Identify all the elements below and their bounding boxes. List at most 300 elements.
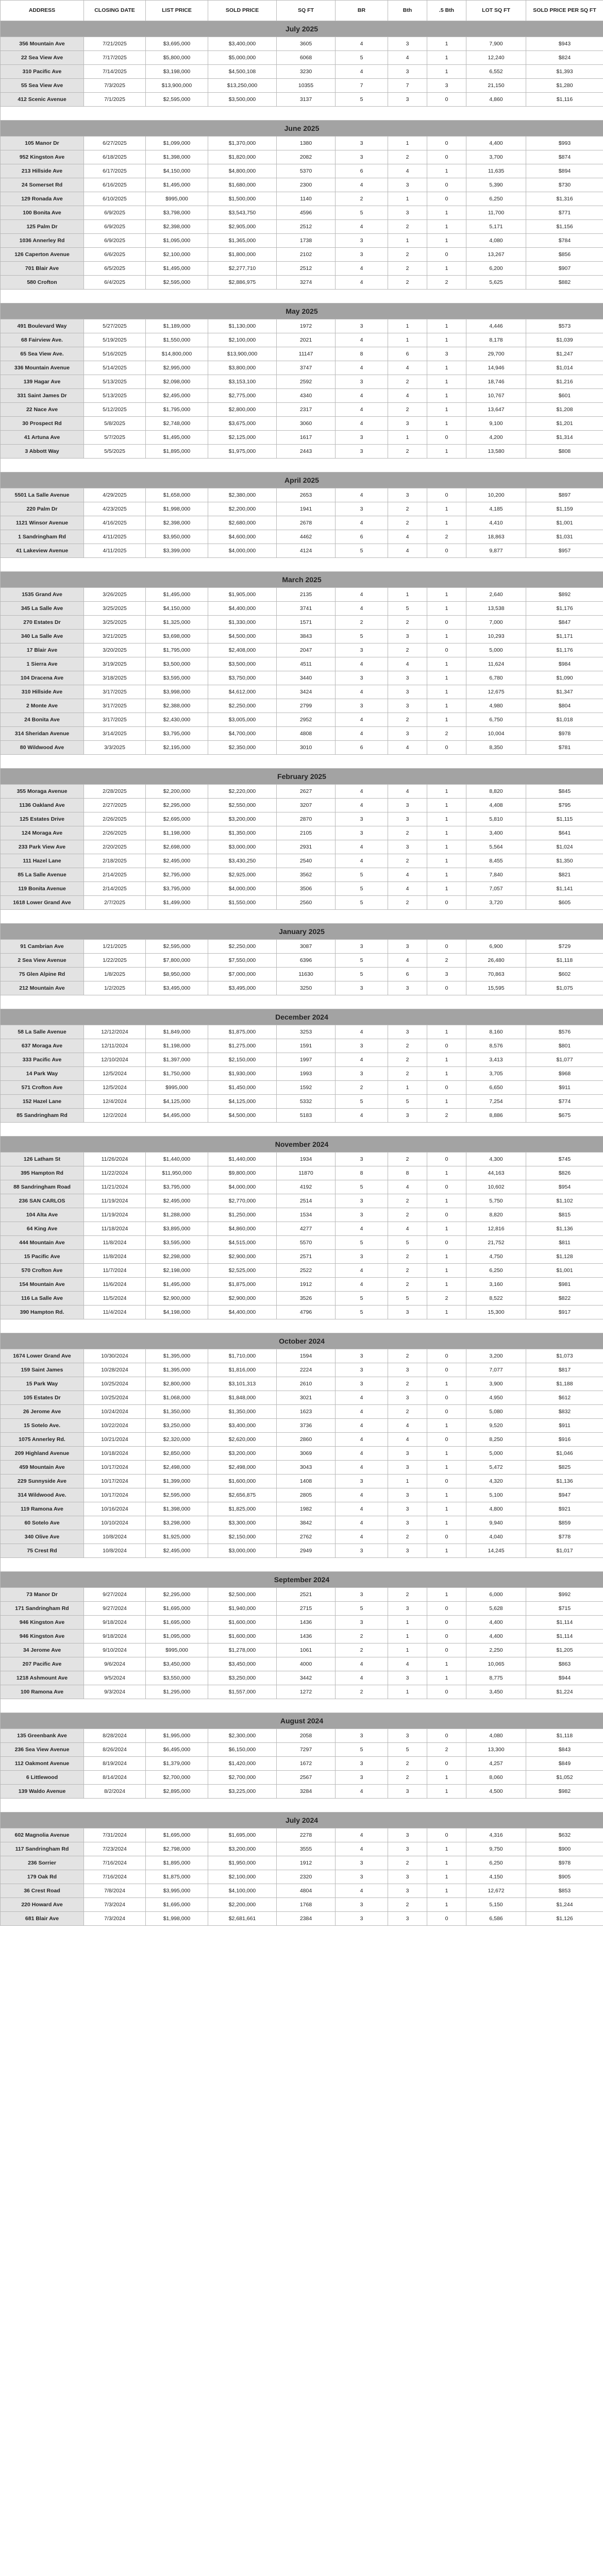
cell-br: 5 [336, 206, 388, 220]
cell-address: 15 Pacific Ave [1, 1250, 84, 1264]
cell-list-price: $2,198,000 [146, 1264, 208, 1278]
cell-price-per-sqft: $821 [526, 868, 603, 882]
cell-price-per-sqft: $1,350 [526, 854, 603, 868]
cell-bth: 3 [388, 940, 427, 954]
cell-address: 333 Pacific Ave [1, 1053, 84, 1067]
cell-list-price: $1,198,000 [146, 1039, 208, 1053]
cell-list-price: $2,100,000 [146, 248, 208, 262]
table-row [1, 137, 603, 150]
cell-br: 4 [336, 1828, 388, 1842]
cell-bth: 3 [388, 1025, 427, 1039]
cell-sq-ft: 2047 [277, 643, 336, 657]
cell-lot-sq-ft: 5,000 [466, 1447, 526, 1461]
cell-bth: 2 [388, 854, 427, 868]
month-header-row [1, 1137, 603, 1153]
table-row [1, 347, 603, 361]
cell-list-price: $2,595,000 [146, 1488, 208, 1502]
cell-price-per-sqft: $1,077 [526, 1053, 603, 1067]
cell-br: 8 [336, 347, 388, 361]
cell-half-bth: 1 [427, 785, 466, 799]
cell-sq-ft: 3440 [277, 671, 336, 685]
cell-sold-price: $4,000,000 [208, 544, 277, 558]
spacer-cell [1, 459, 603, 472]
cell-br: 4 [336, 65, 388, 79]
cell-sold-price: $3,200,000 [208, 812, 277, 826]
cell-sq-ft: 2224 [277, 1363, 336, 1377]
cell-address: 602 Magnolia Avenue [1, 1828, 84, 1842]
cell-sq-ft: 1571 [277, 616, 336, 630]
cell-sq-ft: 11147 [277, 347, 336, 361]
spacer-row [1, 1123, 603, 1137]
cell-bth: 5 [388, 1095, 427, 1109]
cell-price-per-sqft: $1,208 [526, 403, 603, 417]
cell-sq-ft: 3069 [277, 1447, 336, 1461]
cell-list-price: $2,398,000 [146, 220, 208, 234]
cell-price-per-sqft: $882 [526, 276, 603, 290]
cell-sq-ft: 3747 [277, 361, 336, 375]
cell-br: 4 [336, 1488, 388, 1502]
cell-half-bth: 1 [427, 502, 466, 516]
cell-lot-sq-ft: 26,480 [466, 954, 526, 968]
cell-br: 7 [336, 79, 388, 93]
cell-sq-ft: 1534 [277, 1208, 336, 1222]
cell-bth: 4 [388, 1180, 427, 1194]
cell-price-per-sqft: $1,224 [526, 1685, 603, 1699]
cell-list-price: $1,998,000 [146, 502, 208, 516]
cell-address: 395 Hampton Rd [1, 1166, 84, 1180]
cell-half-bth: 0 [427, 1433, 466, 1447]
cell-bth: 4 [388, 785, 427, 799]
month-header: February 2025 [1, 769, 603, 785]
cell-price-per-sqft: $632 [526, 1828, 603, 1842]
table-row [1, 685, 603, 699]
cell-half-bth: 1 [427, 1671, 466, 1685]
cell-lot-sq-ft: 7,254 [466, 1095, 526, 1109]
cell-address: 125 Palm Dr [1, 220, 84, 234]
cell-address: 310 Hillside Ave [1, 685, 84, 699]
cell-address: 331 Saint James Dr [1, 389, 84, 403]
cell-half-bth: 0 [427, 1475, 466, 1488]
cell-br: 3 [336, 445, 388, 459]
cell-br: 4 [336, 417, 388, 431]
cell-address: 412 Scenic Avenue [1, 93, 84, 107]
cell-closing-date: 1/22/2025 [84, 954, 146, 968]
cell-sold-price: $1,330,000 [208, 616, 277, 630]
table-row [1, 1067, 603, 1081]
table-row [1, 954, 603, 968]
cell-lot-sq-ft: 9,100 [466, 417, 526, 431]
cell-sq-ft: 3842 [277, 1516, 336, 1530]
cell-sq-ft: 2571 [277, 1250, 336, 1264]
cell-address: 236 Sea View Avenue [1, 1743, 84, 1757]
cell-bth: 1 [388, 1475, 427, 1488]
cell-br: 5 [336, 882, 388, 896]
cell-price-per-sqft: $921 [526, 1502, 603, 1516]
cell-half-bth: 1 [427, 1488, 466, 1502]
cell-price-per-sqft: $573 [526, 319, 603, 333]
cell-half-bth: 3 [427, 347, 466, 361]
cell-sold-price: $1,420,000 [208, 1757, 277, 1771]
cell-lot-sq-ft: 8,820 [466, 785, 526, 799]
cell-lot-sq-ft: 8,775 [466, 1671, 526, 1685]
table-row [1, 1349, 603, 1363]
cell-price-per-sqft: $892 [526, 588, 603, 602]
cell-br: 2 [336, 1081, 388, 1095]
cell-price-per-sqft: $781 [526, 741, 603, 755]
cell-half-bth: 0 [427, 1602, 466, 1616]
cell-address: 105 Estates Dr [1, 1391, 84, 1405]
cell-sq-ft: 3741 [277, 602, 336, 616]
table-row [1, 1250, 603, 1264]
table-row [1, 1743, 603, 1757]
cell-sold-price: $2,250,000 [208, 940, 277, 954]
header-row [1, 1, 603, 21]
cell-bth: 5 [388, 1292, 427, 1306]
cell-sold-price: $13,900,000 [208, 347, 277, 361]
cell-address: 105 Manor Dr [1, 137, 84, 150]
cell-closing-date: 9/18/2024 [84, 1616, 146, 1630]
cell-half-bth: 0 [427, 1208, 466, 1222]
cell-sq-ft: 3284 [277, 1785, 336, 1799]
cell-br: 4 [336, 1264, 388, 1278]
cell-address: 310 Pacific Ave [1, 65, 84, 79]
cell-half-bth: 0 [427, 1039, 466, 1053]
cell-price-per-sqft: $1,126 [526, 1912, 603, 1926]
cell-sold-price: $1,600,000 [208, 1630, 277, 1643]
cell-bth: 3 [388, 699, 427, 713]
cell-sq-ft: 2512 [277, 262, 336, 276]
cell-closing-date: 6/6/2025 [84, 248, 146, 262]
cell-lot-sq-ft: 4,400 [466, 1616, 526, 1630]
cell-bth: 4 [388, 530, 427, 544]
cell-half-bth: 0 [427, 1349, 466, 1363]
cell-list-price: $1,995,000 [146, 1729, 208, 1743]
cell-lot-sq-ft: 18,863 [466, 530, 526, 544]
cell-price-per-sqft: $824 [526, 51, 603, 65]
cell-address: 459 Mountain Ave [1, 1461, 84, 1475]
cell-half-bth: 1 [427, 1025, 466, 1039]
table-row [1, 1153, 603, 1166]
cell-address: 580 Crofton [1, 276, 84, 290]
cell-address: 236 Sorrier [1, 1856, 84, 1870]
cell-br: 3 [336, 1194, 388, 1208]
month-header: March 2025 [1, 572, 603, 588]
table-row [1, 1095, 603, 1109]
cell-closing-date: 12/2/2024 [84, 1109, 146, 1123]
cell-sold-price: $1,905,000 [208, 588, 277, 602]
cell-sold-price: $3,800,000 [208, 361, 277, 375]
cell-br: 5 [336, 1292, 388, 1306]
cell-sold-price: $4,600,000 [208, 530, 277, 544]
cell-price-per-sqft: $1,046 [526, 1447, 603, 1461]
month-header: January 2025 [1, 924, 603, 940]
cell-closing-date: 1/8/2025 [84, 968, 146, 981]
cell-br: 2 [336, 616, 388, 630]
cell-closing-date: 3/18/2025 [84, 671, 146, 685]
cell-half-bth: 0 [427, 981, 466, 995]
cell-half-bth: 1 [427, 220, 466, 234]
cell-list-price: $3,595,000 [146, 1236, 208, 1250]
month-header: April 2025 [1, 472, 603, 488]
table-row [1, 1025, 603, 1039]
cell-closing-date: 3/20/2025 [84, 643, 146, 657]
cell-price-per-sqft: $1,018 [526, 713, 603, 727]
cell-lot-sq-ft: 9,750 [466, 1842, 526, 1856]
cell-sold-price: $4,125,000 [208, 1095, 277, 1109]
cell-sold-price: $1,600,000 [208, 1616, 277, 1630]
cell-sq-ft: 2320 [277, 1870, 336, 1884]
cell-sq-ft: 5570 [277, 1236, 336, 1250]
cell-lot-sq-ft: 2,250 [466, 1643, 526, 1657]
cell-closing-date: 10/17/2024 [84, 1475, 146, 1488]
cell-br: 3 [336, 1912, 388, 1926]
cell-sq-ft: 1592 [277, 1081, 336, 1095]
cell-lot-sq-ft: 29,700 [466, 347, 526, 361]
cell-br: 4 [336, 1785, 388, 1799]
table-row [1, 1671, 603, 1685]
cell-sold-price: $3,495,000 [208, 981, 277, 995]
cell-list-price: $4,150,000 [146, 602, 208, 616]
cell-br: 4 [336, 389, 388, 403]
cell-closing-date: 8/28/2024 [84, 1729, 146, 1743]
cell-closing-date: 6/27/2025 [84, 137, 146, 150]
cell-closing-date: 5/19/2025 [84, 333, 146, 347]
cell-lot-sq-ft: 15,300 [466, 1306, 526, 1319]
cell-bth: 1 [388, 588, 427, 602]
cell-closing-date: 7/16/2024 [84, 1870, 146, 1884]
cell-sold-price: $2,100,000 [208, 333, 277, 347]
cell-bth: 3 [388, 37, 427, 51]
cell-price-per-sqft: $897 [526, 488, 603, 502]
cell-sq-ft: 1591 [277, 1039, 336, 1053]
cell-sq-ft: 3137 [277, 93, 336, 107]
cell-half-bth: 1 [427, 1166, 466, 1180]
month-header-row [1, 303, 603, 319]
table-row [1, 248, 603, 262]
col-header-lot-sq-ft: LOT SQ FT [466, 1, 526, 21]
cell-half-bth: 1 [427, 516, 466, 530]
cell-sq-ft: 3506 [277, 882, 336, 896]
cell-br: 3 [336, 1870, 388, 1884]
cell-half-bth: 1 [427, 1447, 466, 1461]
table-row [1, 1377, 603, 1391]
table-row [1, 1657, 603, 1671]
cell-lot-sq-ft: 4,316 [466, 1828, 526, 1842]
cell-lot-sq-ft: 9,940 [466, 1516, 526, 1530]
cell-address: 213 Hillside Ave [1, 164, 84, 178]
table-row [1, 65, 603, 79]
cell-br: 4 [336, 1109, 388, 1123]
cell-sq-ft: 2762 [277, 1530, 336, 1544]
cell-sold-price: $2,250,000 [208, 699, 277, 713]
cell-br: 6 [336, 741, 388, 755]
cell-sq-ft: 2105 [277, 826, 336, 840]
cell-list-price: $1,398,000 [146, 1502, 208, 1516]
table-row [1, 417, 603, 431]
cell-address: 1036 Annerley Rd [1, 234, 84, 248]
cell-sold-price: $3,400,000 [208, 37, 277, 51]
cell-price-per-sqft: $1,001 [526, 1264, 603, 1278]
col-header-sold-price: SOLD PRICE [208, 1, 277, 21]
cell-address: 220 Palm Dr [1, 502, 84, 516]
cell-half-bth: 1 [427, 1377, 466, 1391]
cell-half-bth: 1 [427, 234, 466, 248]
cell-sq-ft: 1594 [277, 1349, 336, 1363]
table-row [1, 79, 603, 93]
cell-bth: 3 [388, 840, 427, 854]
cell-address: 104 Alta Ave [1, 1208, 84, 1222]
table-row [1, 276, 603, 290]
cell-price-per-sqft: $1,073 [526, 1349, 603, 1363]
cell-closing-date: 9/27/2024 [84, 1588, 146, 1602]
cell-lot-sq-ft: 10,004 [466, 727, 526, 741]
cell-sq-ft: 3274 [277, 276, 336, 290]
cell-half-bth: 1 [427, 403, 466, 417]
cell-br: 4 [336, 657, 388, 671]
cell-closing-date: 8/2/2024 [84, 1785, 146, 1799]
cell-lot-sq-ft: 8,178 [466, 333, 526, 347]
cell-sq-ft: 3736 [277, 1419, 336, 1433]
cell-half-bth: 2 [427, 954, 466, 968]
cell-br: 4 [336, 488, 388, 502]
month-header-row [1, 769, 603, 785]
cell-sq-ft: 3526 [277, 1292, 336, 1306]
cell-address: 1075 Annerley Rd. [1, 1433, 84, 1447]
cell-list-price: $1,395,000 [146, 1349, 208, 1363]
cell-price-per-sqft: $954 [526, 1180, 603, 1194]
month-header: July 2025 [1, 21, 603, 37]
cell-half-bth: 1 [427, 1516, 466, 1530]
cell-sq-ft: 2592 [277, 375, 336, 389]
table-row [1, 741, 603, 755]
cell-price-per-sqft: $1,347 [526, 685, 603, 699]
cell-closing-date: 8/14/2024 [84, 1771, 146, 1785]
cell-lot-sq-ft: 4,185 [466, 502, 526, 516]
cell-lot-sq-ft: 10,065 [466, 1657, 526, 1671]
cell-list-price: $1,795,000 [146, 643, 208, 657]
cell-sold-price: $3,225,000 [208, 1785, 277, 1799]
cell-lot-sq-ft: 13,580 [466, 445, 526, 459]
cell-closing-date: 2/28/2025 [84, 785, 146, 799]
cell-half-bth: 2 [427, 1109, 466, 1123]
cell-sq-ft: 2300 [277, 178, 336, 192]
cell-price-per-sqft: $1,216 [526, 375, 603, 389]
cell-sq-ft: 2627 [277, 785, 336, 799]
cell-lot-sq-ft: 4,257 [466, 1757, 526, 1771]
cell-sq-ft: 2512 [277, 220, 336, 234]
cell-sq-ft: 3060 [277, 417, 336, 431]
cell-closing-date: 4/11/2025 [84, 530, 146, 544]
spacer-row [1, 290, 603, 303]
cell-price-per-sqft: $817 [526, 1363, 603, 1377]
cell-sold-price: $1,875,000 [208, 1025, 277, 1039]
table-row [1, 981, 603, 995]
table-row [1, 1884, 603, 1898]
col-header-half-bth: .5 Bth [427, 1, 466, 21]
table-row [1, 854, 603, 868]
table-row [1, 826, 603, 840]
cell-br: 3 [336, 319, 388, 333]
cell-list-price: $1,350,000 [146, 1405, 208, 1419]
cell-lot-sq-ft: 5,810 [466, 812, 526, 826]
table-row [1, 896, 603, 910]
cell-address: 112 Oakmont Avenue [1, 1757, 84, 1771]
cell-price-per-sqft: $1,118 [526, 954, 603, 968]
cell-price-per-sqft: $1,171 [526, 630, 603, 643]
cell-address: 126 Latham St [1, 1153, 84, 1166]
cell-sold-price: $2,925,000 [208, 868, 277, 882]
cell-closing-date: 11/8/2024 [84, 1236, 146, 1250]
cell-list-price: $1,695,000 [146, 1616, 208, 1630]
cell-half-bth: 0 [427, 1912, 466, 1926]
cell-address: 73 Manor Dr [1, 1588, 84, 1602]
cell-br: 4 [336, 1391, 388, 1405]
cell-half-bth: 1 [427, 1278, 466, 1292]
cell-bth: 2 [388, 713, 427, 727]
cell-lot-sq-ft: 13,267 [466, 248, 526, 262]
spacer-row [1, 1319, 603, 1333]
cell-lot-sq-ft: 4,040 [466, 1530, 526, 1544]
cell-closing-date: 11/19/2024 [84, 1194, 146, 1208]
cell-half-bth: 1 [427, 361, 466, 375]
cell-list-price: $2,695,000 [146, 812, 208, 826]
cell-half-bth: 2 [427, 530, 466, 544]
cell-half-bth: 0 [427, 896, 466, 910]
cell-closing-date: 3/17/2025 [84, 685, 146, 699]
cell-half-bth: 1 [427, 630, 466, 643]
cell-list-price: $1,895,000 [146, 445, 208, 459]
cell-list-price: $2,698,000 [146, 840, 208, 854]
table-row [1, 1109, 603, 1123]
cell-list-price: $3,795,000 [146, 1180, 208, 1194]
cell-sold-price: $2,900,000 [208, 1250, 277, 1264]
cell-price-per-sqft: $1,201 [526, 417, 603, 431]
cell-price-per-sqft: $771 [526, 206, 603, 220]
cell-list-price: $1,658,000 [146, 488, 208, 502]
cell-closing-date: 9/3/2024 [84, 1685, 146, 1699]
cell-bth: 2 [388, 1771, 427, 1785]
cell-list-price: $1,295,000 [146, 1685, 208, 1699]
cell-sold-price: $1,550,000 [208, 896, 277, 910]
cell-bth: 3 [388, 1602, 427, 1616]
cell-address: 179 Oak Rd [1, 1870, 84, 1884]
cell-list-price: $3,895,000 [146, 1222, 208, 1236]
table-row [1, 699, 603, 713]
cell-sold-price: $1,940,000 [208, 1602, 277, 1616]
cell-bth: 2 [388, 1898, 427, 1912]
cell-price-per-sqft: $1,115 [526, 812, 603, 826]
cell-bth: 3 [388, 1828, 427, 1842]
cell-sold-price: $1,500,000 [208, 192, 277, 206]
cell-br: 5 [336, 1236, 388, 1250]
cell-sold-price: $1,848,000 [208, 1391, 277, 1405]
cell-sold-price: $6,150,000 [208, 1743, 277, 1757]
cell-lot-sq-ft: 8,886 [466, 1109, 526, 1123]
cell-list-price: $1,998,000 [146, 1912, 208, 1926]
cell-sq-ft: 1934 [277, 1153, 336, 1166]
table-row [1, 1194, 603, 1208]
table-row [1, 785, 603, 799]
cell-sold-price: $1,557,000 [208, 1685, 277, 1699]
cell-list-price: $2,700,000 [146, 1771, 208, 1785]
cell-lot-sq-ft: 8,160 [466, 1025, 526, 1039]
cell-br: 3 [336, 1757, 388, 1771]
cell-half-bth: 1 [427, 1870, 466, 1884]
cell-lot-sq-ft: 13,300 [466, 1743, 526, 1757]
table-row [1, 1081, 603, 1095]
cell-bth: 3 [388, 1447, 427, 1461]
cell-sq-ft: 2931 [277, 840, 336, 854]
